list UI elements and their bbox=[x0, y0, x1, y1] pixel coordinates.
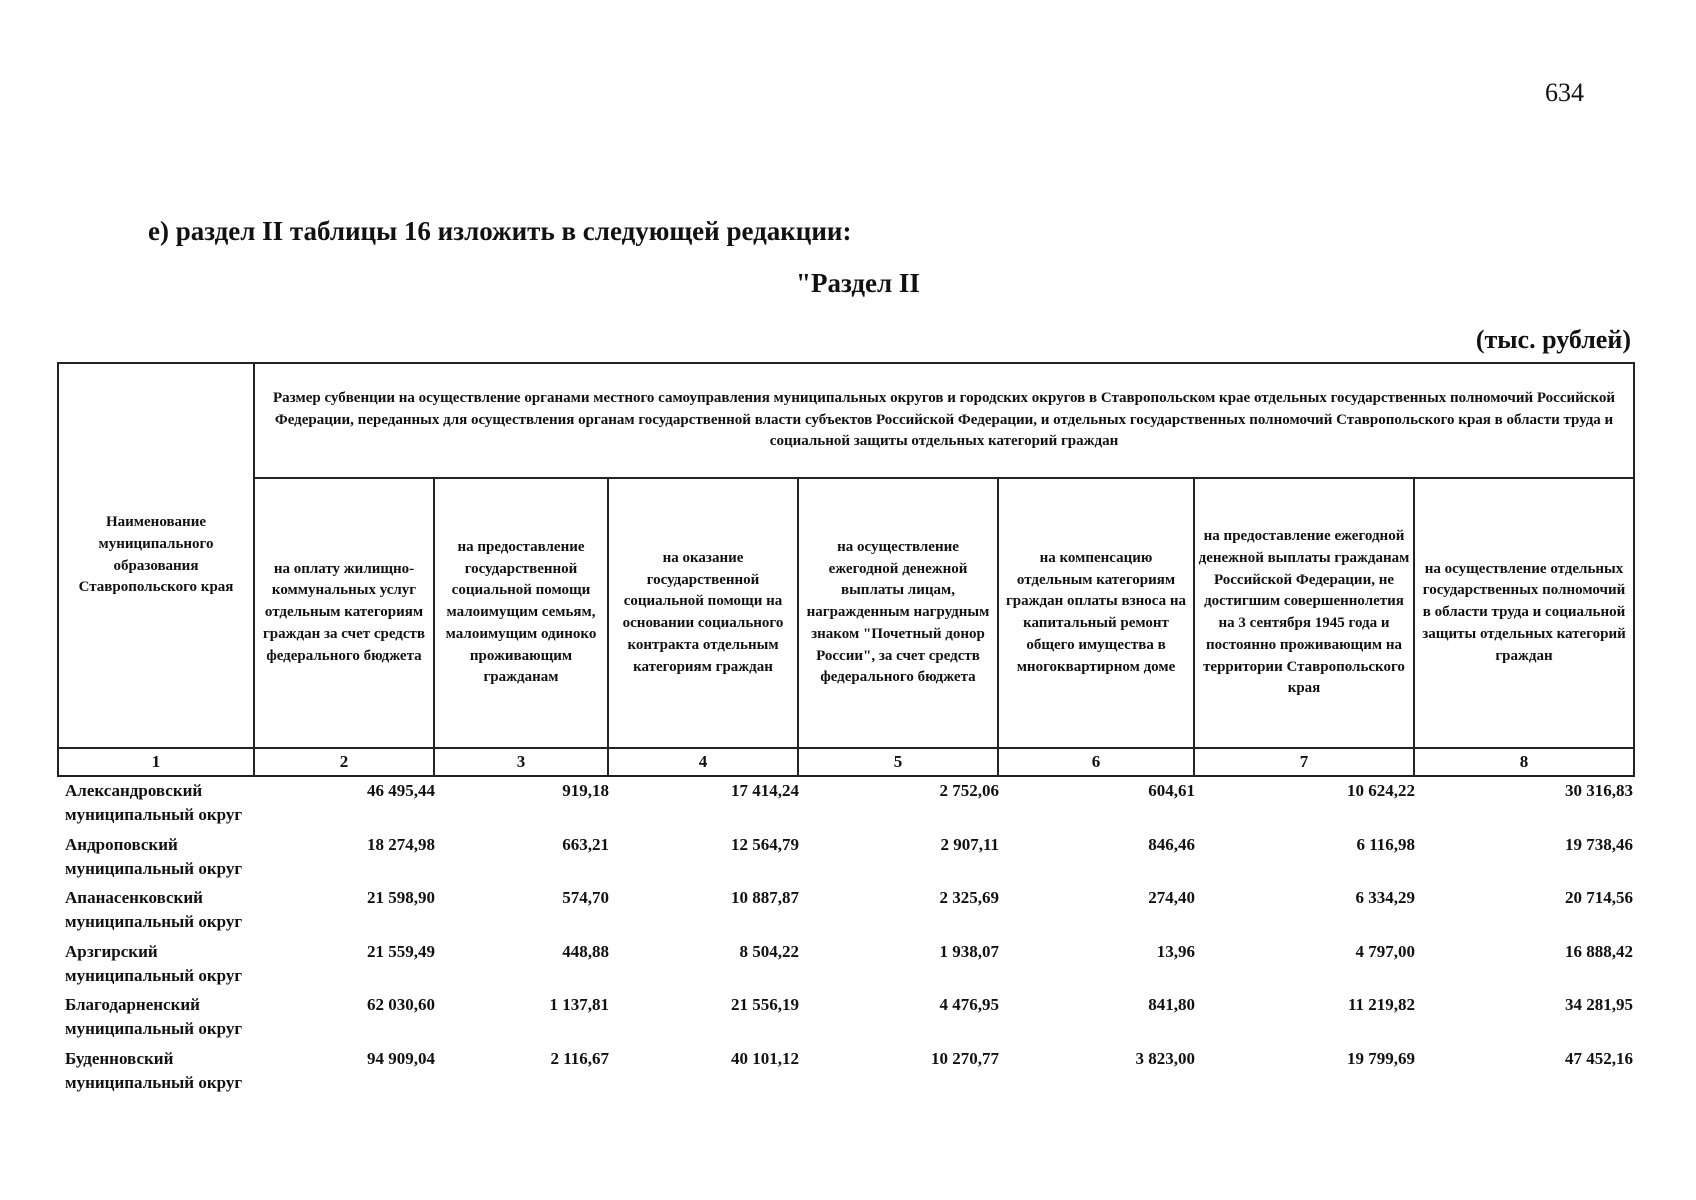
column-header-capital-repair: на компенсацию отдельным категориям граждан оплаты взноса на капитальный ремонт общего имущества в многоквартирном доме bbox=[998, 478, 1194, 748]
value-cell: 11 219,82 bbox=[1347, 995, 1415, 1014]
value-cell: 1 938,07 bbox=[939, 941, 999, 961]
municipality-name: Буденновский муниципальный округ bbox=[65, 1048, 243, 1092]
column-number: 5 bbox=[798, 748, 998, 776]
table-row bbox=[57, 882, 1633, 936]
value-cell: 34 281,95 bbox=[1565, 995, 1633, 1014]
value-cell: 19 799,69 bbox=[1347, 1048, 1415, 1068]
value-cell: 2 752,06 bbox=[939, 781, 999, 800]
value-cell: 12 564,79 bbox=[731, 834, 799, 854]
table-body bbox=[57, 775, 1633, 1096]
column-number: 6 bbox=[998, 748, 1194, 776]
table-row bbox=[57, 1043, 1633, 1097]
column-number: 7 bbox=[1194, 748, 1414, 776]
value-cell: 10 624,22 bbox=[1347, 781, 1415, 800]
value-cell: 841,80 bbox=[1148, 995, 1195, 1014]
value-cell: 3 823,00 bbox=[1135, 1048, 1195, 1068]
value-cell: 1 137,81 bbox=[549, 995, 609, 1014]
table-row bbox=[57, 775, 1633, 829]
value-cell: 919,18 bbox=[562, 781, 609, 800]
page-number: 634 bbox=[1545, 78, 1584, 107]
column-header-state-powers: на осуществление отдельных государственных полномочий в области труда и социальной защиты отдельных категорий граждан bbox=[1414, 478, 1634, 748]
column-number: 8 bbox=[1414, 748, 1634, 776]
column-number: 4 bbox=[608, 748, 798, 776]
value-cell: 6 334,29 bbox=[1355, 888, 1415, 907]
value-cell: 448,88 bbox=[562, 941, 609, 961]
section-title: "Раздел II bbox=[796, 268, 920, 298]
units-label: (тыс. рублей) bbox=[1475, 325, 1631, 354]
intro-text: е) раздел II таблицы 16 изложить в следующей редакции: bbox=[148, 216, 852, 246]
table-row bbox=[57, 989, 1633, 1043]
value-cell: 10 270,77 bbox=[931, 1048, 999, 1068]
column-header-honorary-donor: на осуществление ежегодной денежной выплаты лицам, награжденным нагрудным знаком "Почетный донор России", за счет средств федерального бюджета bbox=[798, 478, 998, 748]
value-cell: 663,21 bbox=[562, 834, 609, 854]
value-cell: 6 116,98 bbox=[1356, 834, 1415, 854]
value-cell: 94 909,04 bbox=[367, 1048, 435, 1068]
value-cell: 8 504,22 bbox=[739, 941, 799, 961]
value-cell: 10 887,87 bbox=[731, 888, 799, 907]
value-cell: 21 598,90 bbox=[367, 888, 435, 907]
municipality-name: Андроповский муниципальный округ bbox=[65, 834, 243, 878]
table-row bbox=[57, 829, 1633, 883]
value-cell: 2 116,67 bbox=[550, 1048, 609, 1068]
value-cell: 40 101,12 bbox=[731, 1048, 799, 1068]
header-table bbox=[57, 362, 1635, 777]
value-cell: 846,46 bbox=[1148, 834, 1195, 854]
column-header-municipality: Наименование муниципального образования Ставропольского края bbox=[58, 363, 254, 748]
column-header-social-assistance-low-income: на предоставление государственной социальной помощи малоимущим семьям, малоимущим одиноко проживающим гражданам bbox=[434, 478, 608, 748]
column-number: 1 bbox=[58, 748, 254, 776]
column-number: 3 bbox=[434, 748, 608, 776]
municipality-name: Арзгирский муниципальный округ bbox=[65, 941, 243, 985]
municipality-name: Благодарненский муниципальный округ bbox=[65, 995, 243, 1038]
value-cell: 20 714,56 bbox=[1565, 888, 1633, 907]
value-cell: 274,40 bbox=[1148, 888, 1195, 907]
value-cell: 4 476,95 bbox=[939, 995, 999, 1014]
value-cell: 574,70 bbox=[562, 888, 609, 907]
value-cell: 47 452,16 bbox=[1565, 1048, 1633, 1068]
value-cell: 13,96 bbox=[1156, 941, 1195, 961]
value-cell: 21 559,49 bbox=[367, 941, 435, 961]
column-header-social-contract: на оказание государственной социальной помощи на основании социального контракта отдельным категориям граждан bbox=[608, 478, 798, 748]
group-header: Размер субвенции на осуществление органами местного самоуправления муниципальных округов и городских округов в Ставропольском крае отдельных государственных полномочий Российской Федерации, переданных для осуществления органам государственной власти субъектов Российской Федерации, и отдельных государственных полномочий Ставропольского края в области труда и социальной защиты отдельных категорий граждан bbox=[254, 363, 1634, 478]
value-cell: 21 556,19 bbox=[731, 995, 799, 1014]
column-number: 2 bbox=[254, 748, 434, 776]
column-header-housing-utilities: на оплату жилищно-коммунальных услуг отдельным категориям граждан за счет средств федерального бюджета bbox=[254, 478, 434, 748]
value-cell: 62 030,60 bbox=[367, 995, 435, 1014]
column-header-children-of-war: на предоставление ежегодной денежной выплаты гражданам Российской Федерации, не достигшим совершеннолетия на 3 сентября 1945 года и постоянно проживающим на территории Ставропольского края bbox=[1194, 478, 1414, 748]
value-cell: 17 414,24 bbox=[731, 781, 799, 800]
value-cell: 2 907,11 bbox=[940, 834, 999, 854]
value-cell: 604,61 bbox=[1148, 781, 1195, 800]
municipality-name: Апанасенковский муниципальный округ bbox=[65, 888, 243, 931]
value-cell: 46 495,44 bbox=[367, 781, 435, 800]
value-cell: 30 316,83 bbox=[1565, 781, 1633, 800]
table-row bbox=[57, 936, 1633, 990]
value-cell: 19 738,46 bbox=[1565, 834, 1633, 854]
value-cell: 2 325,69 bbox=[939, 888, 999, 907]
value-cell: 4 797,00 bbox=[1355, 941, 1415, 961]
municipality-name: Александровский муниципальный округ bbox=[65, 781, 243, 824]
value-cell: 16 888,42 bbox=[1565, 941, 1633, 961]
value-cell: 18 274,98 bbox=[367, 834, 435, 854]
